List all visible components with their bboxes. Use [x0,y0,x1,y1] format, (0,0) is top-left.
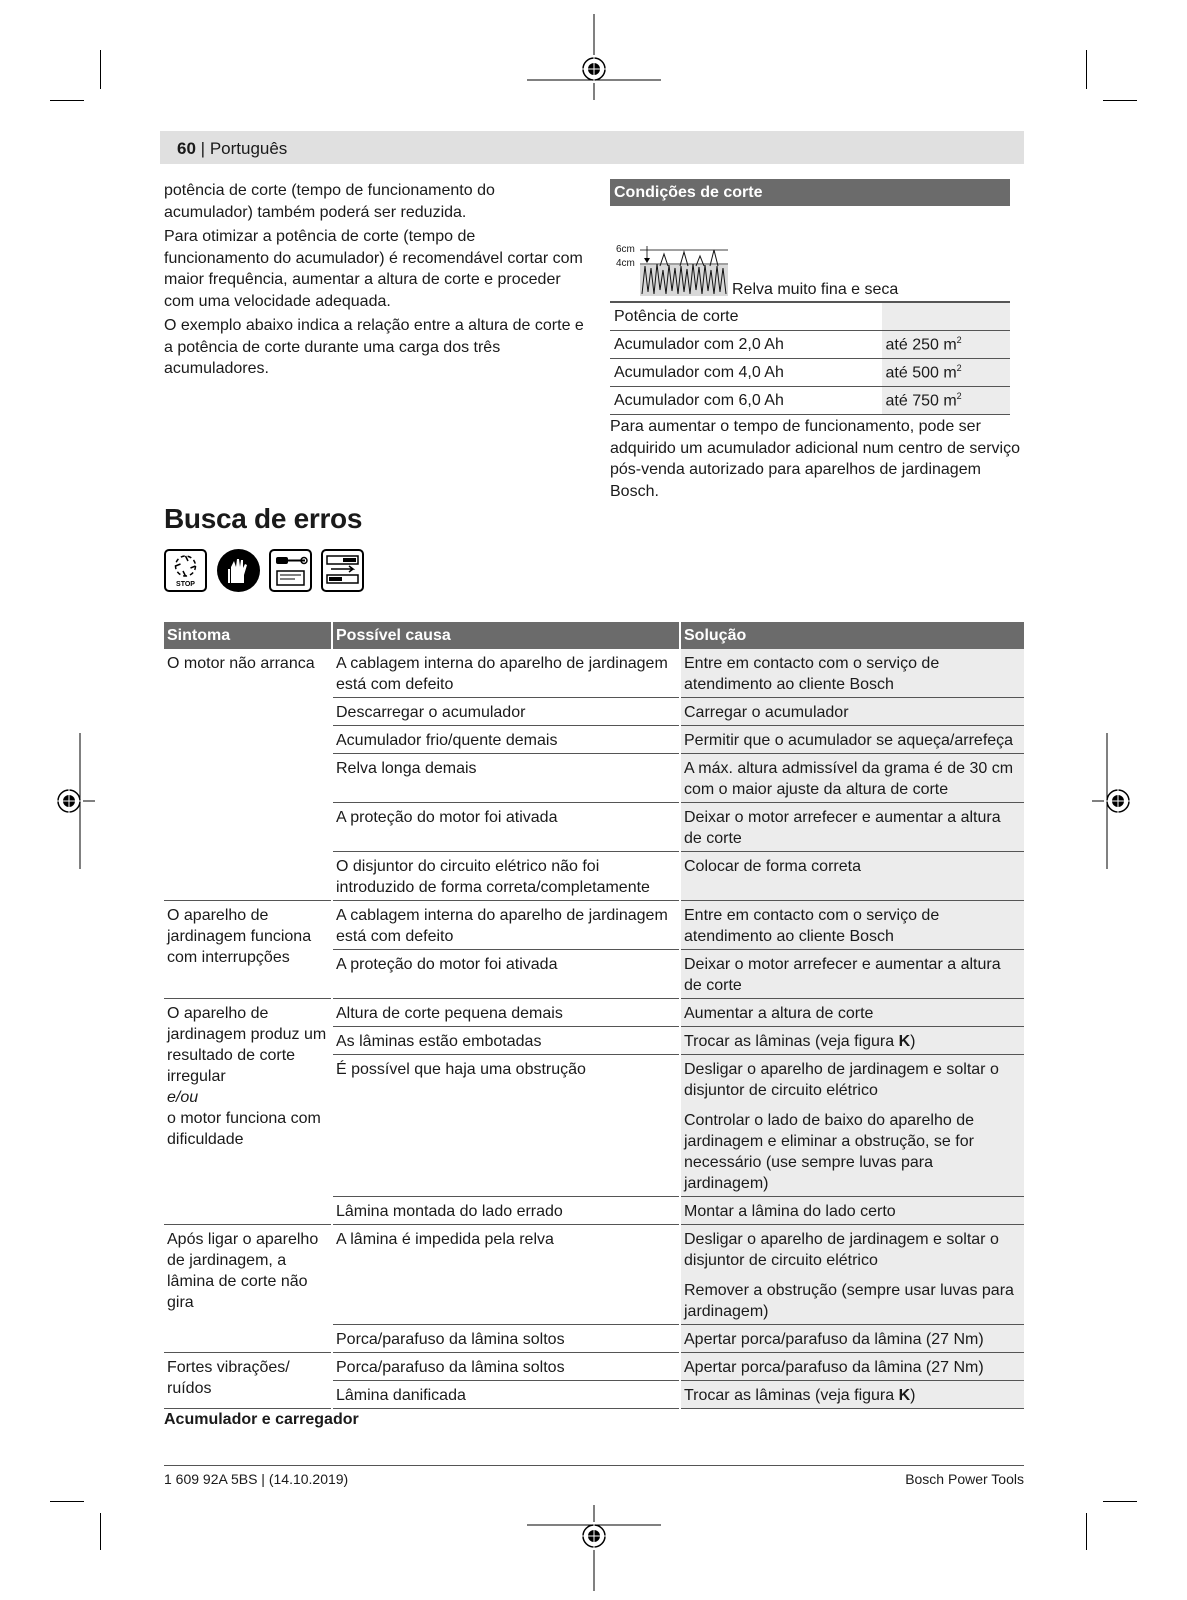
cause-cell: Lâmina danificada [332,1381,680,1409]
grass-caption: Relva muito fina e seca [732,281,899,298]
column-header-solution: Solução [680,622,1024,649]
conditions-note: Para aumentar o tempo de funcionamento, pode ser adquirido um acumulador adicional num centro de serviço pós-venda autorizado para aparelhos de jardinagem Bosch. [610,418,1020,500]
solution-cell: Entre em contacto com o serviço de atendimento ao cliente Bosch [680,649,1024,698]
symptom-cell [164,999,332,1225]
cause-cell: A proteção do motor foi ativada [332,950,680,999]
registration-mark-bottom [527,1505,661,1591]
symptom-cell: O motor não arranca [164,649,332,901]
cause-cell: Altura de corte pequena demais [332,999,680,1027]
symptom-connector: e/ou [167,1089,199,1106]
manual-reference-icon [321,549,364,592]
grass-icon [640,244,728,296]
header-separator: | [200,139,206,158]
cutting-power-table [610,303,1010,415]
symptom-cell: Após ligar o aparelho de jardinagem, a lâmina de corte não gira [164,1225,332,1353]
intro-paragraph-3: O exemplo abaixo indica a relação entre a altura de corte e a potência de corte durante uma carga dos três acumuladores. [164,317,584,377]
table-row [164,1353,1024,1381]
cause-cell: Porca/parafuso da lâmina soltos [332,1325,680,1353]
solution-cell: Trocar as lâminas (veja figura K) [680,1027,1024,1055]
column-header-cause: Possível causa [332,622,680,649]
svg-text:STOP: STOP [176,581,195,588]
stop-blade-icon [164,549,207,592]
solution-cell: Aumentar a altura de corte [680,999,1024,1027]
footer-brand: Bosch Power Tools [905,1471,1024,1487]
cause-cell: A proteção do motor foi ativada [332,803,680,852]
intro-paragraph-2: Para otimizar a potência de corte (tempo de funcionamento do acumulador) é recomendável cortar com maior frequência, aumentar a altura de corte e proceder com uma velocidade adequada. [164,228,583,310]
registration-mark-right [1092,733,1132,869]
column-header-symptom: Sintoma [164,622,332,649]
solution-cell: Permitir que o acumulador se aqueça/arrefeça [680,726,1024,754]
footer-rule [164,1465,1024,1466]
page-number: 60 [177,139,196,158]
symptom-cell: O aparelho de jardinagem funciona com interrupções [164,901,332,999]
gloves-icon [217,549,260,592]
registration-mark-top [527,14,661,100]
battery-removal-icon [269,549,312,592]
solution-cell: Deixar o motor arrefecer e aumentar a altura de corte [680,950,1024,999]
solution-cell [680,1055,1024,1197]
solution-cell: Entre em contacto com o serviço de atendimento ao cliente Bosch [680,901,1024,950]
area-value: até 250 $m^2$ [882,331,1010,359]
table-row [164,901,1024,950]
cause-cell: Relva longa demais [332,754,680,803]
battery-label: Acumulador com 2,0 Ah [610,331,882,359]
area-value: até 750 $m^2$ [882,387,1010,415]
subheading: Acumulador e carregador [164,1411,359,1428]
area-value: até 500 $m^2$ [882,359,1010,387]
troubleshooting-table [164,622,1024,1409]
cause-cell: A cablagem interna do aparelho de jardinagem está com defeito [332,649,680,698]
battery-label: Acumulador com 6,0 Ah [610,387,882,415]
solution-cell [680,1225,1024,1325]
cause-cell: As lâminas estão embotadas [332,1027,680,1055]
cause-cell: Descarregar o acumulador [332,698,680,726]
symptom-text: O aparelho de jardinagem produz um resultado de corte irregular [167,1005,327,1085]
cutting-conditions-title: Condições de corte [610,179,1010,206]
section-title: Busca de erros [164,503,363,534]
solution-step: Desligar o aparelho de jardinagem e soltar o disjuntor de circuito elétrico [684,1231,999,1269]
table-row [164,1225,1024,1325]
solution-step: Remover a obstrução (sempre usar luvas para jardinagem) [684,1282,1014,1320]
solution-cell: Apertar porca/parafuso da lâmina (27 Nm) [680,1353,1024,1381]
table-row [164,649,1024,698]
solution-step: Controlar o lado de baixo do aparelho de jardinagem e eliminar a obstrução, se for necessário (use sempre luvas para jardinagem) [684,1112,974,1192]
cause-cell: A lâmina é impedida pela relva [332,1225,680,1325]
grass-height-top-label: 6cm [616,244,635,255]
battery-label: Acumulador com 4,0 Ah [610,359,882,387]
page-header [177,139,287,159]
cause-cell: É possível que haja uma obstrução [332,1055,680,1197]
solution-cell: Montar a lâmina do lado certo [680,1197,1024,1225]
intro-paragraph-1: potência de corte (tempo de funcionamento do acumulador) também poderá ser reduzida. [164,182,495,221]
solution-cell: Carregar o acumulador [680,698,1024,726]
registration-mark-left [55,733,95,869]
footer-doc-id: 1 609 92A 5BS | (14.10.2019) [164,1471,349,1487]
symptom-text-tail: o motor funciona com dificuldade [167,1110,321,1148]
cause-cell: A cablagem interna do aparelho de jardinagem está com defeito [332,901,680,950]
solution-cell: Colocar de forma correta [680,852,1024,901]
grass-height-bottom-label: 4cm [616,258,635,269]
page-header-bar [160,131,1024,164]
cause-cell: Acumulador frio/quente demais [332,726,680,754]
solution-cell: A máx. altura admissível da grama é de 30 cm com o maior ajuste da altura de corte [680,754,1024,803]
cause-cell: O disjuntor do circuito elétrico não foi introduzido de forma correta/completamente [332,852,680,901]
header-language: Português [209,139,288,158]
solution-cell: Deixar o motor arrefecer e aumentar a altura de corte [680,803,1024,852]
solution-cell: Trocar as lâminas (veja figura K) [680,1381,1024,1409]
solution-cell: Apertar porca/parafuso da lâmina (27 Nm) [680,1325,1024,1353]
cause-cell: Porca/parafuso da lâmina soltos [332,1353,680,1381]
cutting-power-header: Potência de corte [610,303,882,331]
table-row [164,999,1024,1027]
symptom-cell: Fortes vibrações/ ruídos [164,1353,332,1409]
cause-cell: Lâmina montada do lado errado [332,1197,680,1225]
solution-step: Desligar o aparelho de jardinagem e soltar o disjuntor de circuito elétrico [684,1061,999,1099]
